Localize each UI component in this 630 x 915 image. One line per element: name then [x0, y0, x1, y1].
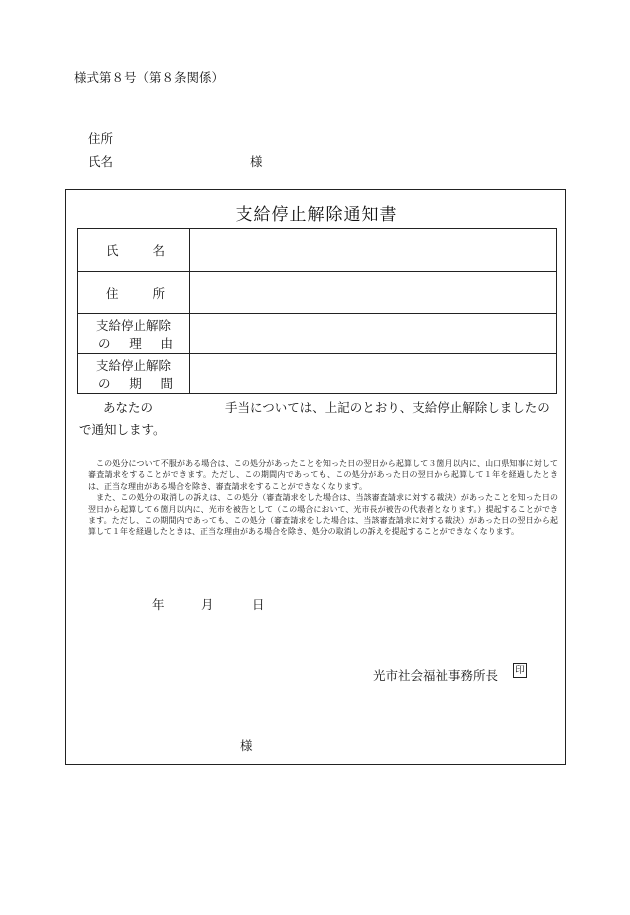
notice-suffix: 手当については、上記のとおり、支給停止解除しましたので通知します。: [79, 400, 550, 437]
period-row-label: 支給停止解除 の 期 間: [78, 354, 190, 394]
form-number: 様式第８号（第８条関係）: [74, 70, 225, 85]
table-row: [78, 354, 557, 394]
seal-mark: 印: [513, 663, 527, 678]
table-row: [78, 229, 557, 272]
appeal-paragraph: この処分について不服がある場合は、この処分があったことを知った日の翌日から起算して３箇月以内に、山口県知事に対して審査請求をすることができます。ただし、この期間内であっても、この処分があった日の翌日から起算して１年を経過したときは、正当な理由がある場合を除き、審査請求をすることができなくなります。: [88, 459, 558, 491]
date-year-label: 年: [152, 597, 165, 612]
table-row: [78, 314, 557, 354]
date-month-label: 月: [201, 597, 214, 612]
date-day-label: 日: [252, 597, 265, 612]
notice-frame: [65, 189, 566, 765]
table-row: [78, 272, 557, 314]
issuer-name: 光市社会福祉事務所長: [373, 668, 499, 683]
closing-honorific: 様: [240, 738, 253, 753]
notice-sentence: [79, 397, 559, 441]
document-title: 支給停止解除通知書: [235, 205, 398, 225]
name-value-field[interactable]: [190, 229, 557, 272]
address-row-label: 住 所: [78, 272, 190, 314]
recipient-address-label: 住所: [88, 131, 114, 146]
details-table: [77, 228, 557, 394]
reason-row-label: 支給停止解除 の 理 由: [78, 314, 190, 354]
reason-value-field[interactable]: [190, 314, 557, 354]
period-value-field[interactable]: [190, 354, 557, 394]
reason-label-top: 支給停止解除: [95, 317, 171, 333]
recipient-name-label: 氏名: [88, 154, 114, 169]
recipient-honorific: 様: [250, 154, 263, 169]
appeal-notice: [88, 458, 558, 538]
appeal-paragraph: また、この処分の取消しの訴えは、この処分（審査請求をした場合は、当該審査請求に対する裁決）があったことを知った日の翌日から起算して６箇月以内に、光市を被告として（この場合において、光市長が被告の代表者となります。）提起することができます。ただし、この期間内であっても、この処分（審査請求をした場合は、当該審査請求に対する裁決）があった日の翌日から起算して１年を経過したときは、正当な理由がある場合を除き、処分の取消しの訴えを提起することができなくなります。: [88, 493, 558, 537]
notice-prefix: あなたの: [103, 400, 154, 415]
name-row-label: 氏 名: [78, 229, 190, 272]
address-value-field[interactable]: [190, 272, 557, 314]
period-label-top: 支給停止解除: [95, 357, 171, 373]
